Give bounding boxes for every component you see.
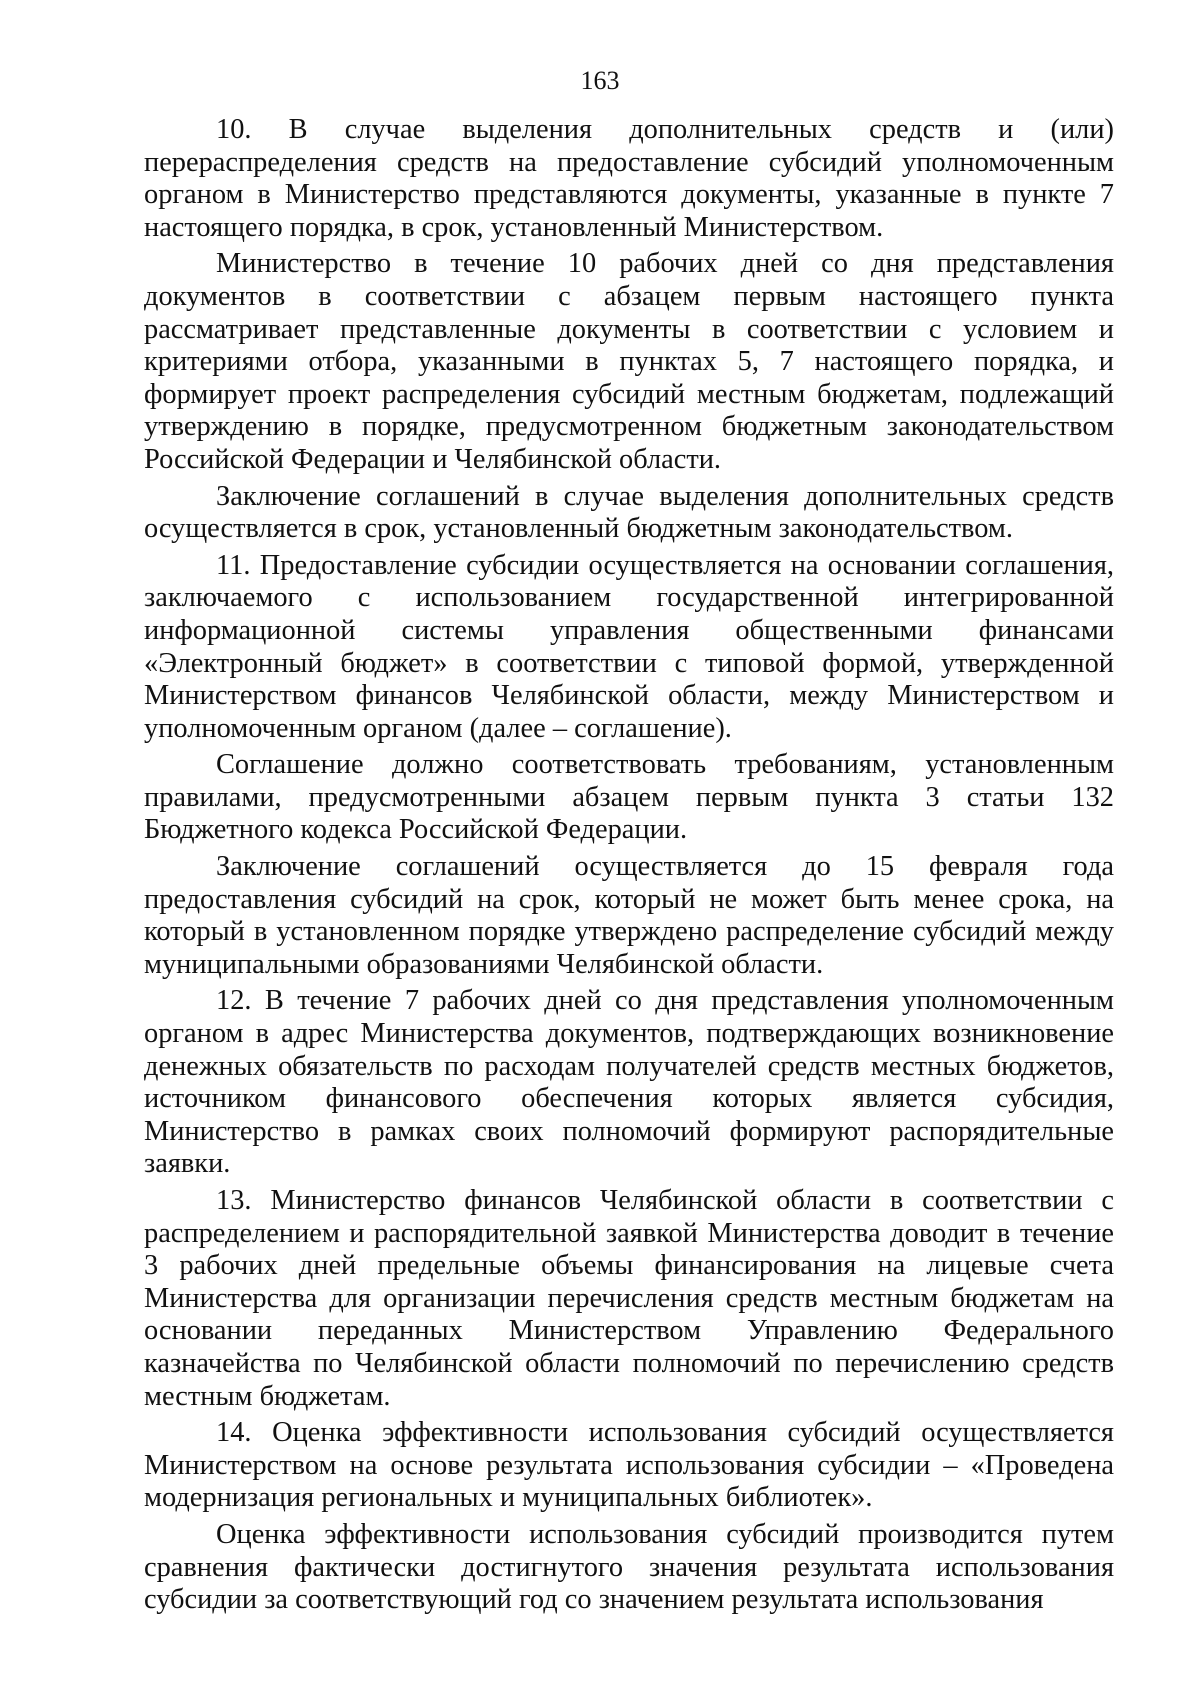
paragraph-14-evaluation: Оценка эффективности использования субсидий производится путем сравнения фактически достигнутого значения результата использования субсидии за соответствующий год со значением результата использования (144, 1518, 1114, 1616)
document-body (144, 114, 1114, 1621)
page-number: 163 (580, 66, 620, 95)
paragraph-14: 14. Оценка эффективности использования субсидий осуществляется Министерством на основе результата использования субсидии – «Проведена модернизация региональных и муниципальных библиотек». (144, 1417, 1114, 1514)
paragraph-10-agreements: Заключение соглашений в случае выделения дополнительных средств осуществляется в срок, установленный бюджетным законодательством. (144, 480, 1114, 545)
paragraph-11-requirements: Соглашение должно соответствовать требованиям, установленным правилами, предусмотренными абзацем первым пункта 3 статьи 132 Бюджетного кодекса Российской Федерации. (144, 749, 1114, 846)
paragraph-12: 12. В течение 7 рабочих дней со дня представления уполномоченным органом в адрес Министерства документов, подтверждающих возникновение денежных обязательств по расходам получателей средств местных бюджетов, источником финансового обеспечения которых является субсидия, Министерство в рамках своих полномочий формируют распорядительные заявки. (144, 985, 1114, 1180)
paragraph-13: 13. Министерство финансов Челябинской области в соответствии с распределением и распорядительной заявкой Министерства доводит в течение 3 рабочих дней предельные объемы финансирования на лицевые счета Министерства для организации перечисления средств местным бюджетам на основании переданных Министерством Управлению Федерального казначейства по Челябинской области полномочий по перечислению средств местным бюджетам. (144, 1185, 1114, 1412)
paragraph-10: 10. В случае выделения дополнительных средств и (или) перераспределения средств на предоставление субсидий уполномоченным органом в Министерство представляются документы, указанные в пункте 7 настоящего порядка, в срок, установленный Министерством. (144, 114, 1114, 243)
paragraph-11-deadline: Заключение соглашений осуществляется до 15 февраля года предоставления субсидий на срок, который не может быть менее срока, на который в установленном порядке утверждено распределение субсидий между муниципальными образованиями Челябинской области. (144, 851, 1114, 980)
paragraph-10-review: Министерство в течение 10 рабочих дней со дня представления документов в соответствии с абзацем первым настоящего пункта рассматривает представленные документы в соответствии с условием и критериями отбора, указанными в пунктах 5, 7 настоящего порядка, и формирует проект распределения субсидий местным бюджетам, подлежащий утверждению в порядке, предусмотренном бюджетным законодательством Российской Федерации и Челябинской области. (144, 248, 1114, 475)
paragraph-11: 11. Предоставление субсидии осуществляется на основании соглашения, заключаемого с использованием государственной интегрированной информационной системы управления общественными финансами «Электронный бюджет» в соответствии с типовой формой, утвержденной Министерством финансов Челябинской области, между Министерством и уполномоченным органом (далее – соглашение). (144, 549, 1114, 744)
